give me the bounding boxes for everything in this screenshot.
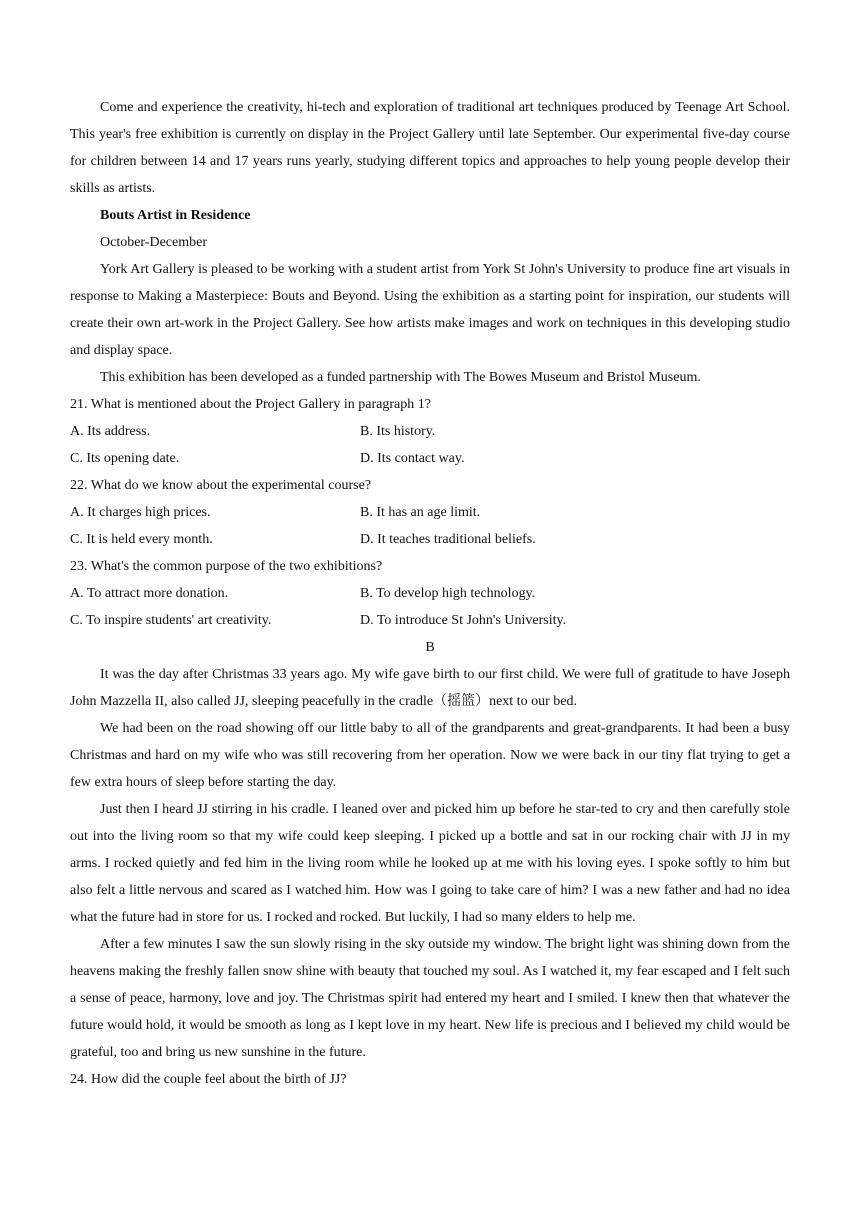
question-24-stem: 24. How did the couple feel about the birth of JJ? xyxy=(70,1072,347,1087)
option-a: A. It charges high prices. xyxy=(70,505,211,520)
passage-b-paragraph-4: After a few minutes I saw the sun slowly rising in the sky outside my window. The bright light was shining down from the heavens making the freshly fallen snow shine with beauty that touched my soul. As I watched it, my fear escaped and I felt such a sense of peace, harmony, love and joy. The Christmas spirit had entered my heart and I smiled. I knew then that whatever the future would hold, it would be smooth as long as I kept love in my heart. New life is precious and I believed my child would be grateful, too and bring us new sunshine in the future. xyxy=(70,937,790,1060)
option-b: B. It has an age limit. xyxy=(360,505,481,520)
passage-a-body: York Art Gallery is pleased to be working with a student artist from York St John's University to produce fine art visuals in response to Making a Masterpiece: Bouts and Beyond. Using the exhibition as a starting point for inspiration, our students will create their own art-work in the Project Gallery. See how artists make images and work on techniques in this developing studio and display space. xyxy=(70,262,790,358)
option-b: B. Its history. xyxy=(360,424,436,439)
passage-a-partnership: This exhibition has been developed as a funded partnership with The Bowes Museum and Bristol Museum. xyxy=(100,370,701,385)
question-23-options-row-1 xyxy=(70,580,790,607)
question-21-options-row-2 xyxy=(70,445,790,472)
option-d: D. To introduce St John's University. xyxy=(360,613,567,628)
section-dates: October-December xyxy=(100,235,207,250)
question-22-stem: 22. What do we know about the experimental course? xyxy=(70,478,372,493)
question-21-options-row-1 xyxy=(70,418,790,445)
section-heading: Bouts Artist in Residence xyxy=(100,208,251,223)
question-21-stem: 21. What is mentioned about the Project Gallery in paragraph 1? xyxy=(70,397,431,412)
option-c: C. It is held every month. xyxy=(70,532,213,547)
question-22-options-row-1 xyxy=(70,499,790,526)
option-c: C. Its opening date. xyxy=(70,451,180,466)
passage-b-paragraph-1: It was the day after Christmas 33 years ago. My wife gave birth to our first child. We were full of gratitude to have Joseph John Mazzella II, also called JJ, sleeping peacefully in the cradle（摇篮）next to our bed. xyxy=(70,667,790,709)
question-23-options-row-2 xyxy=(70,607,790,634)
option-a: A. Its address. xyxy=(70,424,151,439)
option-b: B. To develop high technology. xyxy=(360,586,536,601)
option-d: D. It teaches traditional beliefs. xyxy=(360,532,536,547)
section-b-label: B xyxy=(425,640,435,655)
option-c: C. To inspire students' art creativity. xyxy=(70,613,272,628)
passage-a-intro: Come and experience the creativity, hi-tech and exploration of traditional art techniques produced by Teenage Art School. This year's free exhibition is currently on display in the Project Gallery until late September. Our experimental five-day course for children between 14 and 17 years runs yearly, studying different topics and approaches to help young people develop their skills as artists. xyxy=(70,100,790,196)
document-page xyxy=(70,94,790,1093)
option-d: D. Its contact way. xyxy=(360,451,465,466)
question-22-options-row-2 xyxy=(70,526,790,553)
passage-b-paragraph-2: We had been on the road showing off our little baby to all of the grandparents and great-grandparents. It had been a busy Christmas and hard on my wife who was still recovering from her operation. Now we were back in our tiny flat trying to get a few extra hours of sleep before starting the day. xyxy=(70,721,790,790)
passage-b-paragraph-3: Just then I heard JJ stirring in his cradle. I leaned over and picked him up before he star-ted to cry and then carefully stole out into the living room so that my wife could keep sleeping. I picked up a bottle and sat in our rocking chair with JJ in my arms. I rocked quietly and fed him in the living room while he looked up at me with his loving eyes. I spoke softly to him but also felt a little nervous and scared as I watched him. How was I going to take care of him? I was a new father and had no idea what the future had in store for us. I rocked and rocked. But luckily, I had so many elders to help me. xyxy=(70,802,790,925)
option-a: A. To attract more donation. xyxy=(70,586,229,601)
question-23-stem: 23. What's the common purpose of the two exhibitions? xyxy=(70,559,383,574)
